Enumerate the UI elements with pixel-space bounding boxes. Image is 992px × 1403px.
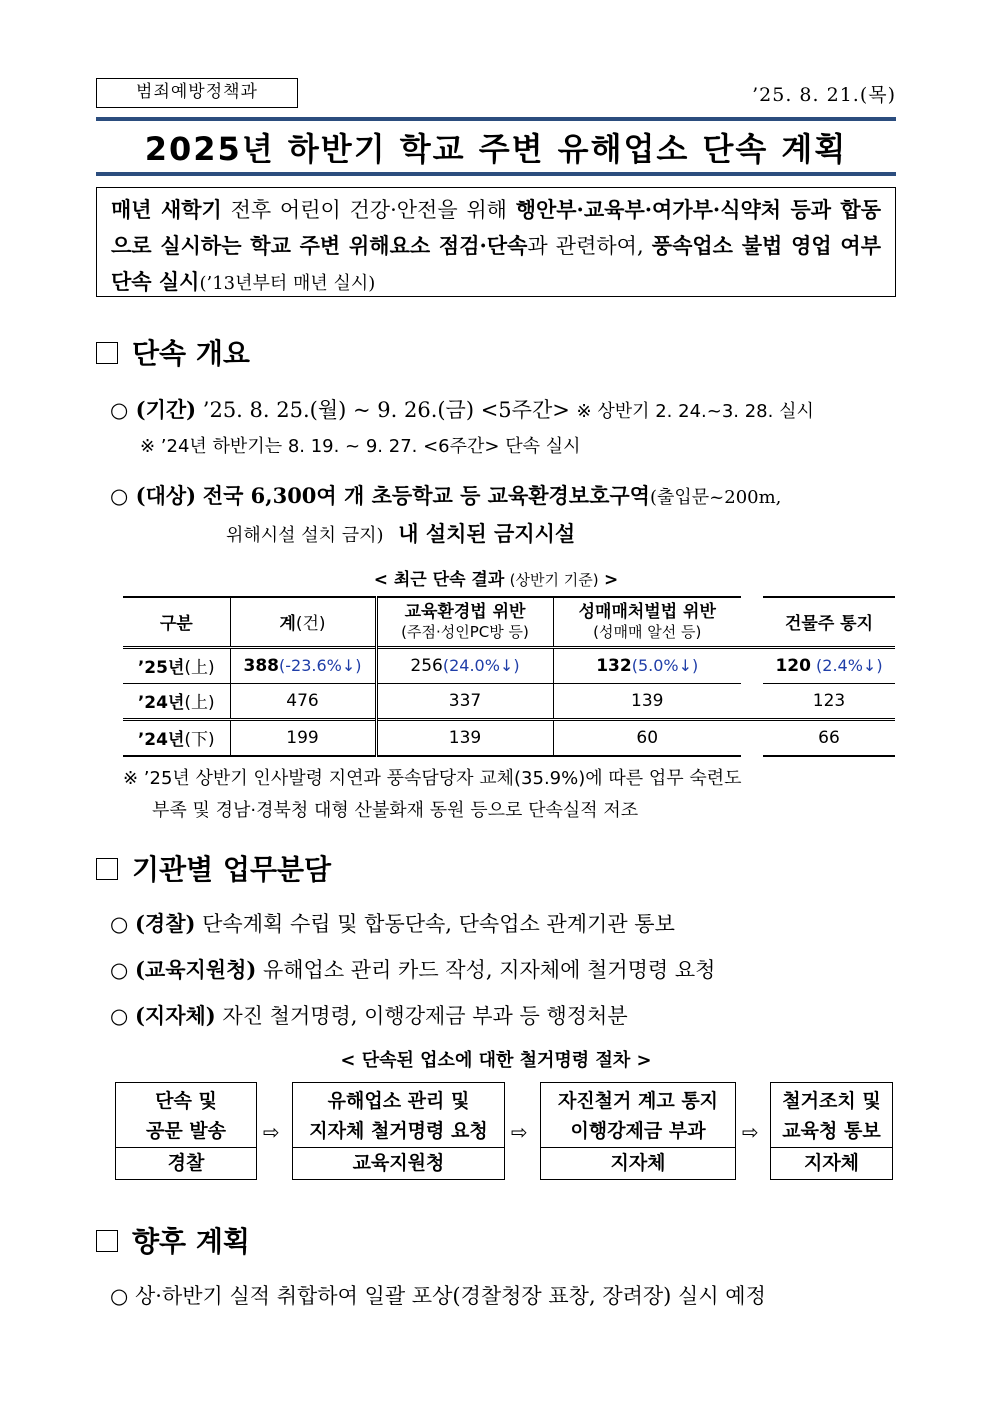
cell-edu: 139 xyxy=(376,719,553,756)
cell-total: 388(-23.6%↓) xyxy=(230,647,376,683)
summary-box xyxy=(96,187,896,297)
arrow-right-icon: ⇨ xyxy=(263,1120,280,1144)
document-title: 2025년 하반기 학교 주변 유해업소 단속 계획 xyxy=(144,130,848,168)
results-table-wrap xyxy=(123,596,895,757)
th-edu: 교육환경법 위반 (주점·성인PC방 등) xyxy=(376,597,553,647)
document-date: ’25. 8. 21.(목) xyxy=(752,84,896,106)
period-text: ’25. 8. 25.(월) ~ 9. 26.(금) <5주간> xyxy=(202,398,570,422)
arrow-right-icon: ⇨ xyxy=(511,1120,528,1144)
table-gap xyxy=(741,597,763,647)
summary-part-5: 풍속업소 불법 영업 여부 단속 실시 xyxy=(111,233,881,294)
department-box: 범죄예방정책과 xyxy=(96,78,298,108)
cell-sex: 60 xyxy=(636,727,659,748)
role-police: ○ (경찰) 단속계획 수립 및 합동단속, 단속업소 관계기관 통보 xyxy=(110,911,675,936)
summary-part-6: (’13년부터 매년 실시) xyxy=(199,273,376,294)
role-text: 자진 철거명령, 이행강제금 부과 등 행정처분 xyxy=(215,1004,628,1028)
cell-sex: 139 xyxy=(631,690,664,711)
flow-step-3: 자진철거 계고 통지 이행강제금 부과 지자체 xyxy=(540,1082,736,1180)
table-title-end: > xyxy=(604,570,619,590)
table-title-main: < 최근 단속 결과 xyxy=(373,570,505,590)
cell-label: ’24년(上) xyxy=(123,683,230,719)
table-header-row xyxy=(123,597,895,647)
cell-owner: 66 xyxy=(818,727,840,748)
target-text-1: 전국 6,300여 개 초등학교 등 교육환경보호구역 xyxy=(202,483,650,508)
flow-step-4: 철거조치 및 교육청 통보 지자체 xyxy=(770,1082,893,1180)
th-category: 구분 xyxy=(123,597,230,647)
period-note-2: ※ ’24년 하반기는 8. 19. ~ 9. 27. <6주간> 단속 실시 xyxy=(140,436,581,457)
plan-line: ○ 상·하반기 실적 취합하여 일괄 포상(경찰청장 표창, 장려장) 실시 예정 xyxy=(110,1284,766,1308)
table-title xyxy=(96,565,896,590)
section-heading-overview xyxy=(96,332,250,372)
summary-part-4: 과 관련하여, xyxy=(527,234,652,258)
role-local-gov: ○ (지자체) 자진 철거명령, 이행강제금 부과 등 행정처분 xyxy=(110,1003,628,1028)
flow-step-owner: 교육지원청 xyxy=(293,1147,504,1180)
checkbox-bullet-icon xyxy=(96,858,118,880)
target-label: ○ (대상) xyxy=(110,483,197,508)
table-title-sub: (상반기 기준) xyxy=(509,571,599,589)
table-row xyxy=(123,683,895,719)
checkbox-bullet-icon xyxy=(96,342,118,364)
table-note-1: ※ ’25년 상반기 인사발령 지연과 풍속담당자 교체(35.9%)에 따른 업무 숙련도 xyxy=(123,768,742,789)
flow-title: < 단속된 업소에 대한 철거명령 절차 > xyxy=(340,1050,652,1071)
period-label: ○ (기간) xyxy=(110,397,197,422)
cell-sex: 132(5.0%↓) xyxy=(596,655,699,676)
flow-step-1: 단속 및 공문 발송 경찰 xyxy=(115,1082,257,1180)
role-education: ○ (교육지원청) 유해업소 관리 카드 작성, 지자체에 철거명령 요청 xyxy=(110,957,716,982)
cell-owner: 123 xyxy=(812,690,846,711)
cell-total: 476 xyxy=(230,683,376,719)
section-heading-text: 향후 계획 xyxy=(132,1225,250,1258)
section-heading-text: 단속 개요 xyxy=(132,337,250,370)
cell-owner: 120 (2.4%↓) xyxy=(775,655,883,676)
summary-part-1: 매년 새학기 xyxy=(111,197,222,222)
th-owner: 건물주 통지 xyxy=(784,614,874,635)
flow-step-owner: 경찰 xyxy=(116,1147,256,1180)
flow-step-2: 유해업소 관리 및 지자체 철거명령 요청 교육지원청 xyxy=(292,1082,505,1180)
summary-part-3: 행안부·교육부·여가부·식약처 등과 합동으로 실시하는 학교 주변 위해요소 점검·단속 xyxy=(111,197,881,258)
target-text-2: (출입문~200m, xyxy=(649,487,782,508)
cell-edu: 256(24.0%↓) xyxy=(376,647,553,683)
cell-edu: 337 xyxy=(376,683,553,719)
flow-step-owner: 지자체 xyxy=(771,1147,892,1180)
table-gap xyxy=(741,647,763,683)
period-note: ※ 상반기 2. 24.~3. 28. 실시 xyxy=(576,401,814,422)
th-sex: 성매매처벌법 위반 (성매매 알선 등) xyxy=(578,601,716,641)
arrow-right-icon: ⇨ xyxy=(742,1120,759,1144)
checkbox-bullet-icon xyxy=(96,1230,118,1252)
section-heading-text: 기관별 업무분담 xyxy=(132,853,332,886)
target-text-3: 위해시설 설치 금지) xyxy=(226,525,384,546)
table-note-2: 부족 및 경남·경북청 대형 산불화재 동원 등으로 단속실적 저조 xyxy=(152,800,639,821)
title-rule-bottom xyxy=(96,172,896,176)
target-line xyxy=(110,480,781,510)
table-gap xyxy=(741,719,763,756)
cell-label: ’25년(上) xyxy=(123,647,230,683)
role-text: 유해업소 관리 카드 작성, 지자체에 철거명령 요청 xyxy=(256,958,716,982)
table-gap xyxy=(741,683,763,719)
role-label: (경찰) xyxy=(135,911,196,936)
target-line-2 xyxy=(226,518,575,548)
th-total: 계(건) xyxy=(230,597,376,647)
section-heading-roles xyxy=(96,848,331,888)
table-row xyxy=(123,647,895,683)
table-row xyxy=(123,719,895,756)
results-table xyxy=(123,596,895,757)
role-label: (지자체) xyxy=(135,1003,216,1028)
cell-label: ’24년(下) xyxy=(123,719,230,756)
role-text: 단속계획 수립 및 합동단속, 단속업소 관계기관 통보 xyxy=(195,912,675,936)
role-label: (교육지원청) xyxy=(135,957,257,982)
cell-total: 199 xyxy=(230,719,376,756)
flow-step-owner: 지자체 xyxy=(541,1147,735,1180)
summary-part-2: 전후 어린이 건강·안전을 위해 xyxy=(221,198,516,222)
target-text-4: 내 설치된 금지시설 xyxy=(398,521,576,546)
section-heading-plan xyxy=(96,1220,250,1260)
period-line xyxy=(110,394,814,424)
title-rule-top xyxy=(96,117,896,121)
